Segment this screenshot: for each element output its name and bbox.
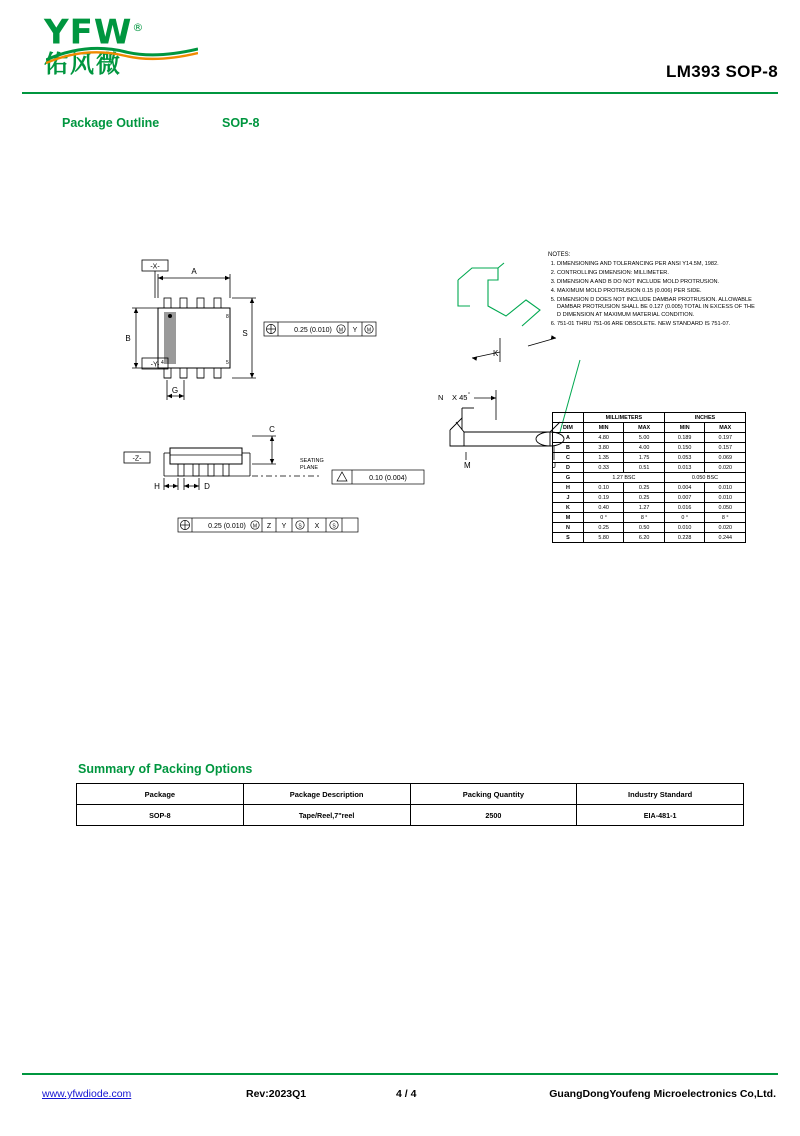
svg-text:0.10 (0.004): 0.10 (0.004) — [369, 475, 407, 482]
svg-text:Y: Y — [281, 523, 287, 530]
note-item: 2. CONTROLLING DIMENSION: MILLIMETER. — [557, 270, 758, 277]
packing-cell-quantity: 2500 — [410, 805, 577, 826]
note-item: 4. MAXIMUM MOLD PROTRUSION 0.15 (0.006) PER SIDE. — [557, 288, 758, 295]
packing-header-quantity: Packing Quantity — [410, 784, 577, 805]
svg-text:4: 4 — [161, 360, 164, 366]
svg-text:-Y-: -Y- — [150, 361, 160, 369]
table-row — [553, 483, 746, 493]
svg-text:°: ° — [468, 392, 470, 398]
dim-subheader-mm-min: MIN — [583, 423, 624, 433]
footer-page-number: 4 / 4 — [396, 1088, 417, 1100]
dim-cell: D — [553, 463, 584, 473]
svg-text:-X-: -X- — [150, 263, 160, 271]
dim-cell: 0.020 — [705, 463, 746, 473]
page-footer — [0, 1082, 800, 1112]
table-row — [553, 463, 746, 473]
dim-cell: N — [553, 523, 584, 533]
table-row — [553, 523, 746, 533]
svg-text:A: A — [191, 267, 197, 276]
dim-cell: J — [553, 493, 584, 503]
packing-header-package: Package — [77, 784, 244, 805]
dim-cell: 0 ° — [664, 513, 705, 523]
dim-cell: 5.00 — [624, 433, 665, 443]
dim-cell: 1.75 — [624, 453, 665, 463]
svg-text:M: M — [366, 327, 372, 334]
dimension-table-subheader-row — [553, 423, 746, 433]
packing-cell-standard: EIA-481-1 — [577, 805, 744, 826]
dim-cell: 0.016 — [664, 503, 705, 513]
footer-company-name: GuangDongYoufeng Microelectronics Co,Ltd. — [549, 1088, 776, 1100]
note-item: 6. 751-01 THRU 751-06 ARE OBSOLETE. NEW STANDARD IS 751-07. — [557, 321, 758, 328]
dim-cell: 0.010 — [705, 493, 746, 503]
packing-options-title: Summary of Packing Options — [78, 762, 253, 776]
package-outline-value: SOP-8 — [222, 116, 260, 130]
dim-cell: A — [553, 433, 584, 443]
svg-text:Z: Z — [266, 523, 272, 530]
dim-cell: G — [553, 473, 584, 483]
svg-text:X 45: X 45 — [452, 393, 468, 402]
svg-text:H: H — [154, 482, 160, 491]
note-item: 5. DIMENSION D DOES NOT INCLUDE DAMBAR PROTRUSION. ALLOWABLE DAMBAR PROTRUSION SHALL BE 0.127 (0.005) TOTAL IN EXCESS OF THE D DIMENSION AT MAXIMUM MATERIAL CONDITION. — [557, 297, 758, 319]
svg-text:G: G — [171, 386, 179, 395]
dim-cell: 0.25 — [624, 493, 665, 503]
svg-text:M: M — [338, 327, 344, 334]
part-number-title: LM393 SOP-8 — [666, 62, 778, 81]
dim-cell: S — [553, 533, 584, 543]
packing-cell-description: Tape/Reel,7"reel — [243, 805, 410, 826]
dim-cell: 0.25 — [583, 523, 624, 533]
packing-cell-package: SOP-8 — [77, 805, 244, 826]
svg-text:5: 5 — [226, 360, 229, 366]
dim-cell: 0.007 — [664, 493, 705, 503]
footer-divider — [22, 1073, 778, 1075]
dim-cell: K — [553, 503, 584, 513]
dim-cell: 0.050 BSC — [664, 473, 745, 483]
svg-text:-Z-: -Z- — [132, 455, 142, 463]
dim-cell: 1.27 BSC — [583, 473, 664, 483]
dim-cell: 0.197 — [705, 433, 746, 443]
svg-text:N: N — [438, 393, 444, 402]
svg-text:S: S — [332, 523, 336, 530]
svg-text:0.25 (0.010): 0.25 (0.010) — [208, 523, 246, 530]
dim-cell: 0.053 — [664, 453, 705, 463]
dimension-table-unit-header-row — [553, 413, 746, 423]
svg-text:C: C — [269, 425, 275, 434]
package-outline-label: Package Outline — [62, 116, 160, 130]
dim-subheader-mm-max: MAX — [624, 423, 665, 433]
dim-header-blank — [553, 413, 584, 423]
table-row — [553, 493, 746, 503]
dim-cell: M — [553, 513, 584, 523]
dim-subheader-in-max: MAX — [705, 423, 746, 433]
dim-subheader-in-min: MIN — [664, 423, 705, 433]
dim-cell: 4.80 — [583, 433, 624, 443]
dim-header-inches: INCHES — [664, 413, 745, 423]
packing-header-row — [77, 784, 744, 805]
dim-cell: 0.19 — [583, 493, 624, 503]
company-logo — [44, 10, 244, 78]
dim-cell: 5.80 — [583, 533, 624, 543]
svg-text:0.25 (0.010): 0.25 (0.010) — [294, 327, 332, 334]
svg-text:Y: Y — [352, 327, 358, 334]
header-divider — [22, 92, 778, 94]
dim-cell: 0.010 — [705, 483, 746, 493]
table-row — [553, 513, 746, 523]
table-row — [553, 433, 746, 443]
svg-text:D: D — [204, 482, 210, 491]
table-row — [553, 453, 746, 463]
dim-header-millimeters: MILLIMETERS — [583, 413, 664, 423]
footer-revision: Rev:2023Q1 — [246, 1088, 307, 1100]
dim-cell: 8 ° — [624, 513, 665, 523]
dim-cell: 1.27 — [624, 503, 665, 513]
note-item: 3. DIMENSION A AND B DO NOT INCLUDE MOLD PROTRUSION. — [557, 279, 758, 286]
dim-cell: 0.004 — [664, 483, 705, 493]
packing-header-description: Package Description — [243, 784, 410, 805]
dim-cell: C — [553, 453, 584, 463]
svg-text:8: 8 — [226, 314, 229, 320]
dim-cell: H — [553, 483, 584, 493]
packing-table-wrap — [76, 783, 744, 826]
dim-subheader-dim: DIM — [553, 423, 584, 433]
dim-cell: 6.20 — [624, 533, 665, 543]
page-header — [0, 0, 800, 92]
svg-text:J: J — [552, 461, 556, 470]
svg-text:M: M — [252, 523, 258, 530]
table-row — [553, 473, 746, 483]
dim-cell: 0.189 — [664, 433, 705, 443]
footer-website-link[interactable]: www.yfwdiode.com — [42, 1088, 132, 1100]
registered-trademark-icon: ® — [132, 21, 145, 34]
dim-cell: 1.35 — [583, 453, 624, 463]
dimension-table — [552, 412, 746, 543]
svg-text:X: X — [314, 523, 320, 530]
dim-cell: 0.51 — [624, 463, 665, 473]
dim-cell: 3.80 — [583, 443, 624, 453]
notes-list — [548, 261, 758, 328]
dim-cell: 0.010 — [664, 523, 705, 533]
dim-cell: 0.244 — [705, 533, 746, 543]
drawing-notes — [548, 252, 758, 330]
dim-cell: 0 ° — [583, 513, 624, 523]
dim-cell: 0.228 — [664, 533, 705, 543]
svg-text:K: K — [493, 349, 499, 358]
table-row — [77, 805, 744, 826]
dim-cell: 0.10 — [583, 483, 624, 493]
note-item: 1. DIMENSIONING AND TOLERANCING PER ANSI Y14.5M, 1982. — [557, 261, 758, 268]
logo-text — [44, 10, 244, 53]
dim-cell: B — [553, 443, 584, 453]
dim-cell: 0.050 — [705, 503, 746, 513]
dim-cell: 0.33 — [583, 463, 624, 473]
dim-cell: 0.013 — [664, 463, 705, 473]
dim-cell: 0.40 — [583, 503, 624, 513]
dim-cell: 0.020 — [705, 523, 746, 533]
dim-cell: 4.00 — [624, 443, 665, 453]
svg-text:B: B — [125, 334, 131, 343]
svg-text:M: M — [464, 461, 471, 470]
dim-cell: 0.157 — [705, 443, 746, 453]
table-row — [553, 443, 746, 453]
dim-cell: 0.25 — [624, 483, 665, 493]
table-row — [553, 533, 746, 543]
packing-table — [76, 783, 744, 826]
dim-cell: 0.150 — [664, 443, 705, 453]
svg-text:S: S — [242, 329, 248, 338]
dim-cell: 0.50 — [624, 523, 665, 533]
dimension-table-wrap — [552, 412, 746, 543]
logo-wordmark: YFW — [44, 12, 133, 53]
dim-cell: 8 ° — [705, 513, 746, 523]
svg-text:PLANE: PLANE — [300, 465, 319, 471]
packing-header-standard: Industry Standard — [577, 784, 744, 805]
svg-text:S: S — [298, 523, 302, 530]
notes-title: NOTES: — [548, 252, 571, 258]
table-row — [553, 503, 746, 513]
dim-cell: 0.069 — [705, 453, 746, 463]
logo-chinese-name: 佑风微 — [44, 50, 122, 79]
svg-text:SEATING: SEATING — [300, 458, 324, 464]
